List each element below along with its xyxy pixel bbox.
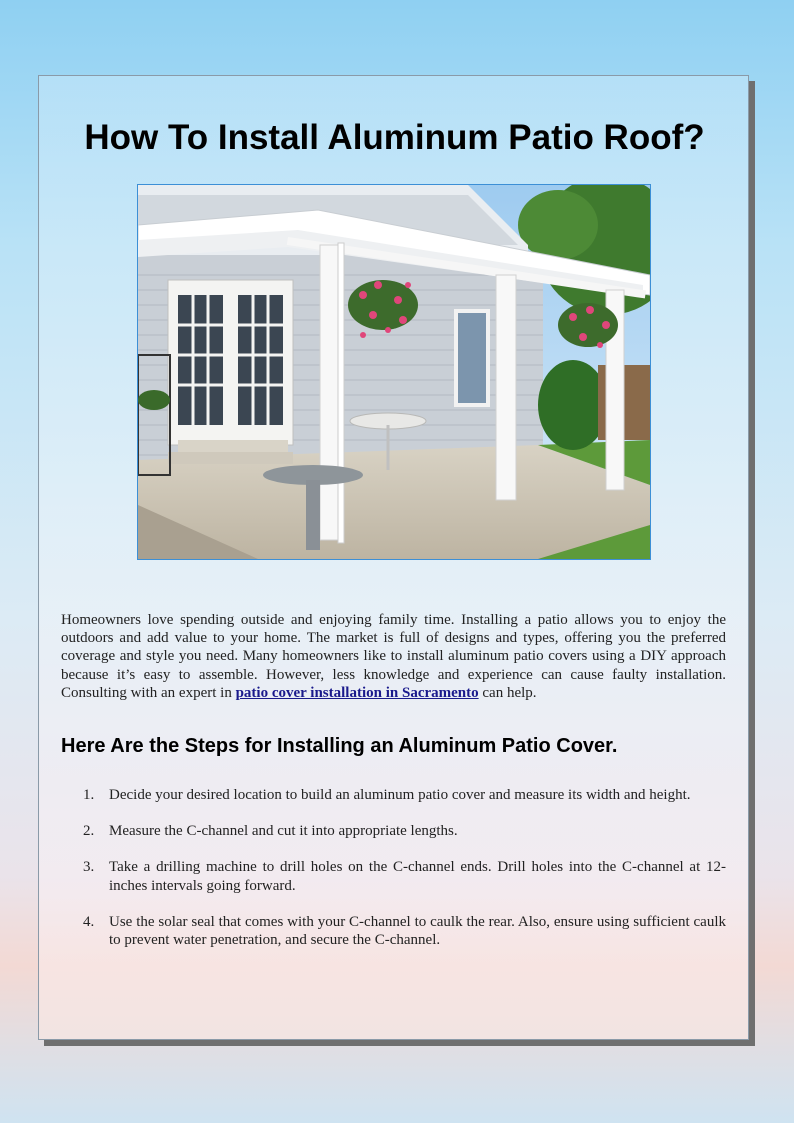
step-item	[61, 786, 726, 804]
step-number: 4.	[83, 913, 95, 930]
document-card	[38, 75, 749, 1040]
step-number: 3.	[83, 859, 95, 876]
steps-list	[61, 786, 726, 967]
intro-text-before: Homeowners love spending outside and enjoying family time. Installing a patio allows you to enjoy the outdoors and add value to your home. The market is full of designs and types, offering you the preferred coverage and style you need. Many homeowners like to install aluminum patio covers using a DIY approach because it’s easy to assemble. However, less knowledge and experience can cause faulty installation. Consulting with an expert in	[61, 612, 726, 701]
step-text: Take a drilling machine to drill holes on the C-channel ends. Drill holes into the C-channel at 12-inches intervals going forward.	[109, 859, 726, 894]
step-item	[61, 913, 726, 949]
step-text: Use the solar seal that comes with your C-channel to caulk the rear. Also, ensure using sufficient caulk to prevent water penetration, and secure the C-channel.	[109, 913, 726, 949]
intro-paragraph	[61, 611, 726, 702]
step-item	[61, 858, 726, 894]
step-text: Decide your desired location to build an aluminum patio cover and measure its width and height.	[109, 787, 691, 803]
step-number: 1.	[83, 787, 95, 803]
patio-photo	[137, 184, 651, 560]
page-title: How To Install Aluminum Patio Roof?	[84, 118, 705, 157]
intro-text-after: can help.	[478, 684, 537, 701]
steps-heading: Here Are the Steps for Installing an Aluminum Patio Cover.	[61, 735, 618, 757]
step-item	[61, 822, 726, 840]
service-link[interactable]: patio cover installation in Sacramento	[235, 684, 479, 701]
step-text: Measure the C-channel and cut it into appropriate lengths.	[109, 823, 458, 840]
step-number: 2.	[83, 823, 95, 840]
